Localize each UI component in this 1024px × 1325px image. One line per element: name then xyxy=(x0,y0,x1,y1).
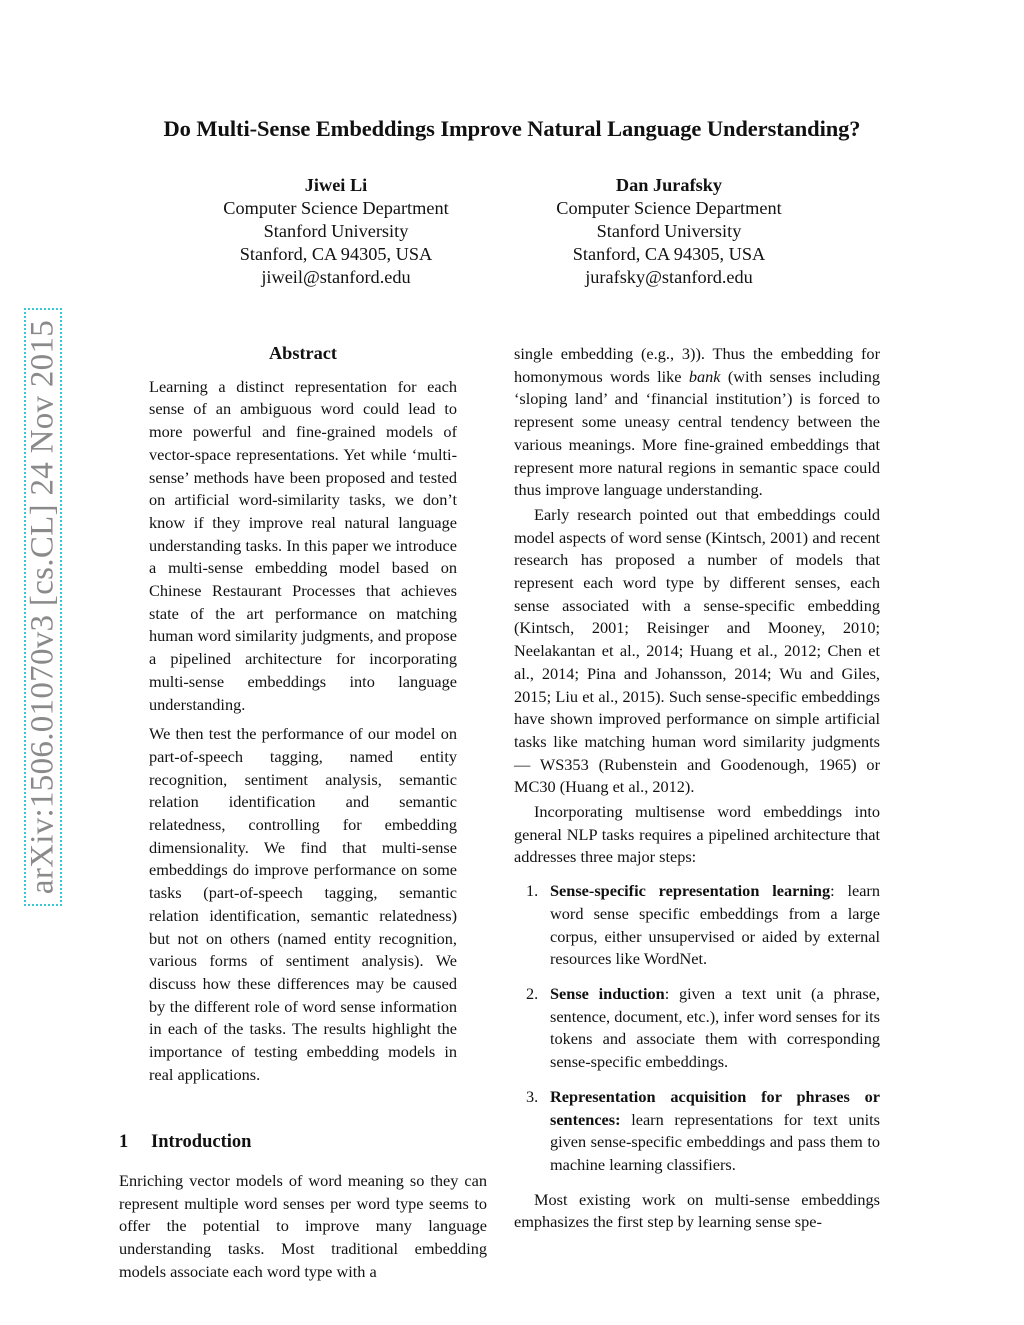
list-item-term: Sense-specific representation learning xyxy=(550,881,831,901)
list-item-text: : learn word sense specific embeddings from a large corpus, either unsupervised or aided by external resources like WordNet. xyxy=(550,881,880,969)
author-address: Stanford, CA 94305, USA xyxy=(572,244,766,264)
list-number: 3. xyxy=(526,1086,539,1106)
abstract xyxy=(149,342,457,1087)
abstract-paragraph-2: We then test the performance of our model on part-of-speech tagging, named entity recognition, sentiment analysis, semantic relation identification and semantic relatedness, controlling for embedding dimensionality. We find that multi-sense embeddings do improve performance on some tasks (part-of-speech tagging, semantic relation identification, semantic relatedness) but not on others (named entity recognition, various forms of sentiment analysis). We discuss how these differences may be caused by the different role of word sense information in each of the tasks. The results highlight the importance of testing embedding models in real applications. xyxy=(149,724,457,1084)
list-item-term: Representation acquisition for phrases or sentences: xyxy=(550,1086,880,1129)
author-address: Stanford, CA 94305, USA xyxy=(239,244,433,264)
list-item xyxy=(514,880,880,971)
right-column xyxy=(514,343,880,1234)
list-item-text: : given a text unit (a phrase, sentence, document, etc.), infer word senses for its tokens and associate them with corresponding sense-specific embeddings. xyxy=(550,983,881,1072)
intro-paragraph-2 xyxy=(514,343,880,502)
section-title: Introduction xyxy=(151,1132,252,1152)
author-email: jiweil@stanford.edu xyxy=(261,267,411,287)
paper-title: Do Multi-Sense Embeddings Improve Natural Language Understanding? xyxy=(163,116,861,141)
author-name: Jiwei Li xyxy=(304,175,368,195)
steps-list xyxy=(514,880,880,1176)
abstract-heading: Abstract xyxy=(268,343,338,363)
list-item xyxy=(514,1086,880,1177)
list-number: 1. xyxy=(526,881,539,901)
list-item-term: Sense induction xyxy=(550,983,665,1003)
arxiv-stamp: arXiv:1506.01070v3 [cs.CL] 24 Nov 2015 xyxy=(24,319,61,895)
text-run: (with senses including ‘sloping land’ and ‘financial institution’) is forced to represent some uneasy central tendency between the various meanings. More fine-grained embeddings that represent more natural regions in semantic space could thus improve language understanding. xyxy=(514,366,880,500)
intro-paragraph-5: Most existing work on multi-sense embeddings emphasizes the first step by learning sense spe- xyxy=(514,1189,880,1232)
author-university: Stanford University xyxy=(263,221,409,241)
list-item-text: learn representations for text units given sense-specific embeddings and pass them to machine learning classifiers. xyxy=(550,1109,880,1174)
author-email: jurafsky@stanford.edu xyxy=(585,267,753,287)
author-block-1 xyxy=(166,174,506,289)
italic-term: bank xyxy=(688,366,721,386)
text-run: single embedding (e.g., 3)). Thus the embedding for homonymous words like xyxy=(514,344,880,386)
list-number: 2. xyxy=(526,983,539,1003)
author-name: Dan Jurafsky xyxy=(615,175,723,195)
intro-paragraph-4: Incorporating multisense word embeddings into general NLP tasks requires a pipelined architecture that addresses three major steps: xyxy=(514,802,880,867)
author-block-2 xyxy=(499,174,839,289)
list-item xyxy=(514,983,880,1074)
section-heading-introduction xyxy=(119,1132,251,1153)
intro-paragraph-1: Enriching vector models of word meaning so they can represent multiple word senses per word type seems to offer the potential to improve many language understanding tasks. Most traditional embedding models associate each word type with a xyxy=(119,1171,487,1281)
intro-paragraph-3: Early research pointed out that embeddings could model aspects of word sense (Kintsch, 2001) and recent research has proposed a number of models that represent each word type by different senses, each sense associated with a sense-specific embedding (Kintsch, 2001; Reisinger and Mooney, 2010; Neelakantan et al., 2014; Huang et al., 2012; Chen et al., 2014; Pina and Johansson, 2014; Wu and Giles, 2015; Liu et al., 2015). Such sense-specific embeddings have shown improved performance on simple artificial tasks like matching human word similarity judgments— WS353 (Rubenstein and Goodenough, 1965) or MC30 (Huang et al., 2012). xyxy=(514,504,880,797)
abstract-paragraph-1: Learning a distinct representation for each sense of an ambiguous word could lead to more powerful and fine-grained models of vector-space representations. Yet while ‘multi-sense’ methods have been proposed and tested on artificial word-similarity tasks, we don’t know if they improve real natural language understanding tasks. In this paper we introduce a multi-sense embedding model based on Chinese Restaurant Processes that achieves state of the art performance on matching human word similarity judgments, and propose a pipelined architecture for incorporating multi-sense embeddings into language understanding. xyxy=(149,376,457,714)
author-university: Stanford University xyxy=(596,221,742,241)
author-department: Computer Science Department xyxy=(556,198,782,218)
introduction-left-column xyxy=(119,1170,487,1284)
section-number: 1 xyxy=(119,1132,129,1152)
author-department: Computer Science Department xyxy=(223,198,449,218)
